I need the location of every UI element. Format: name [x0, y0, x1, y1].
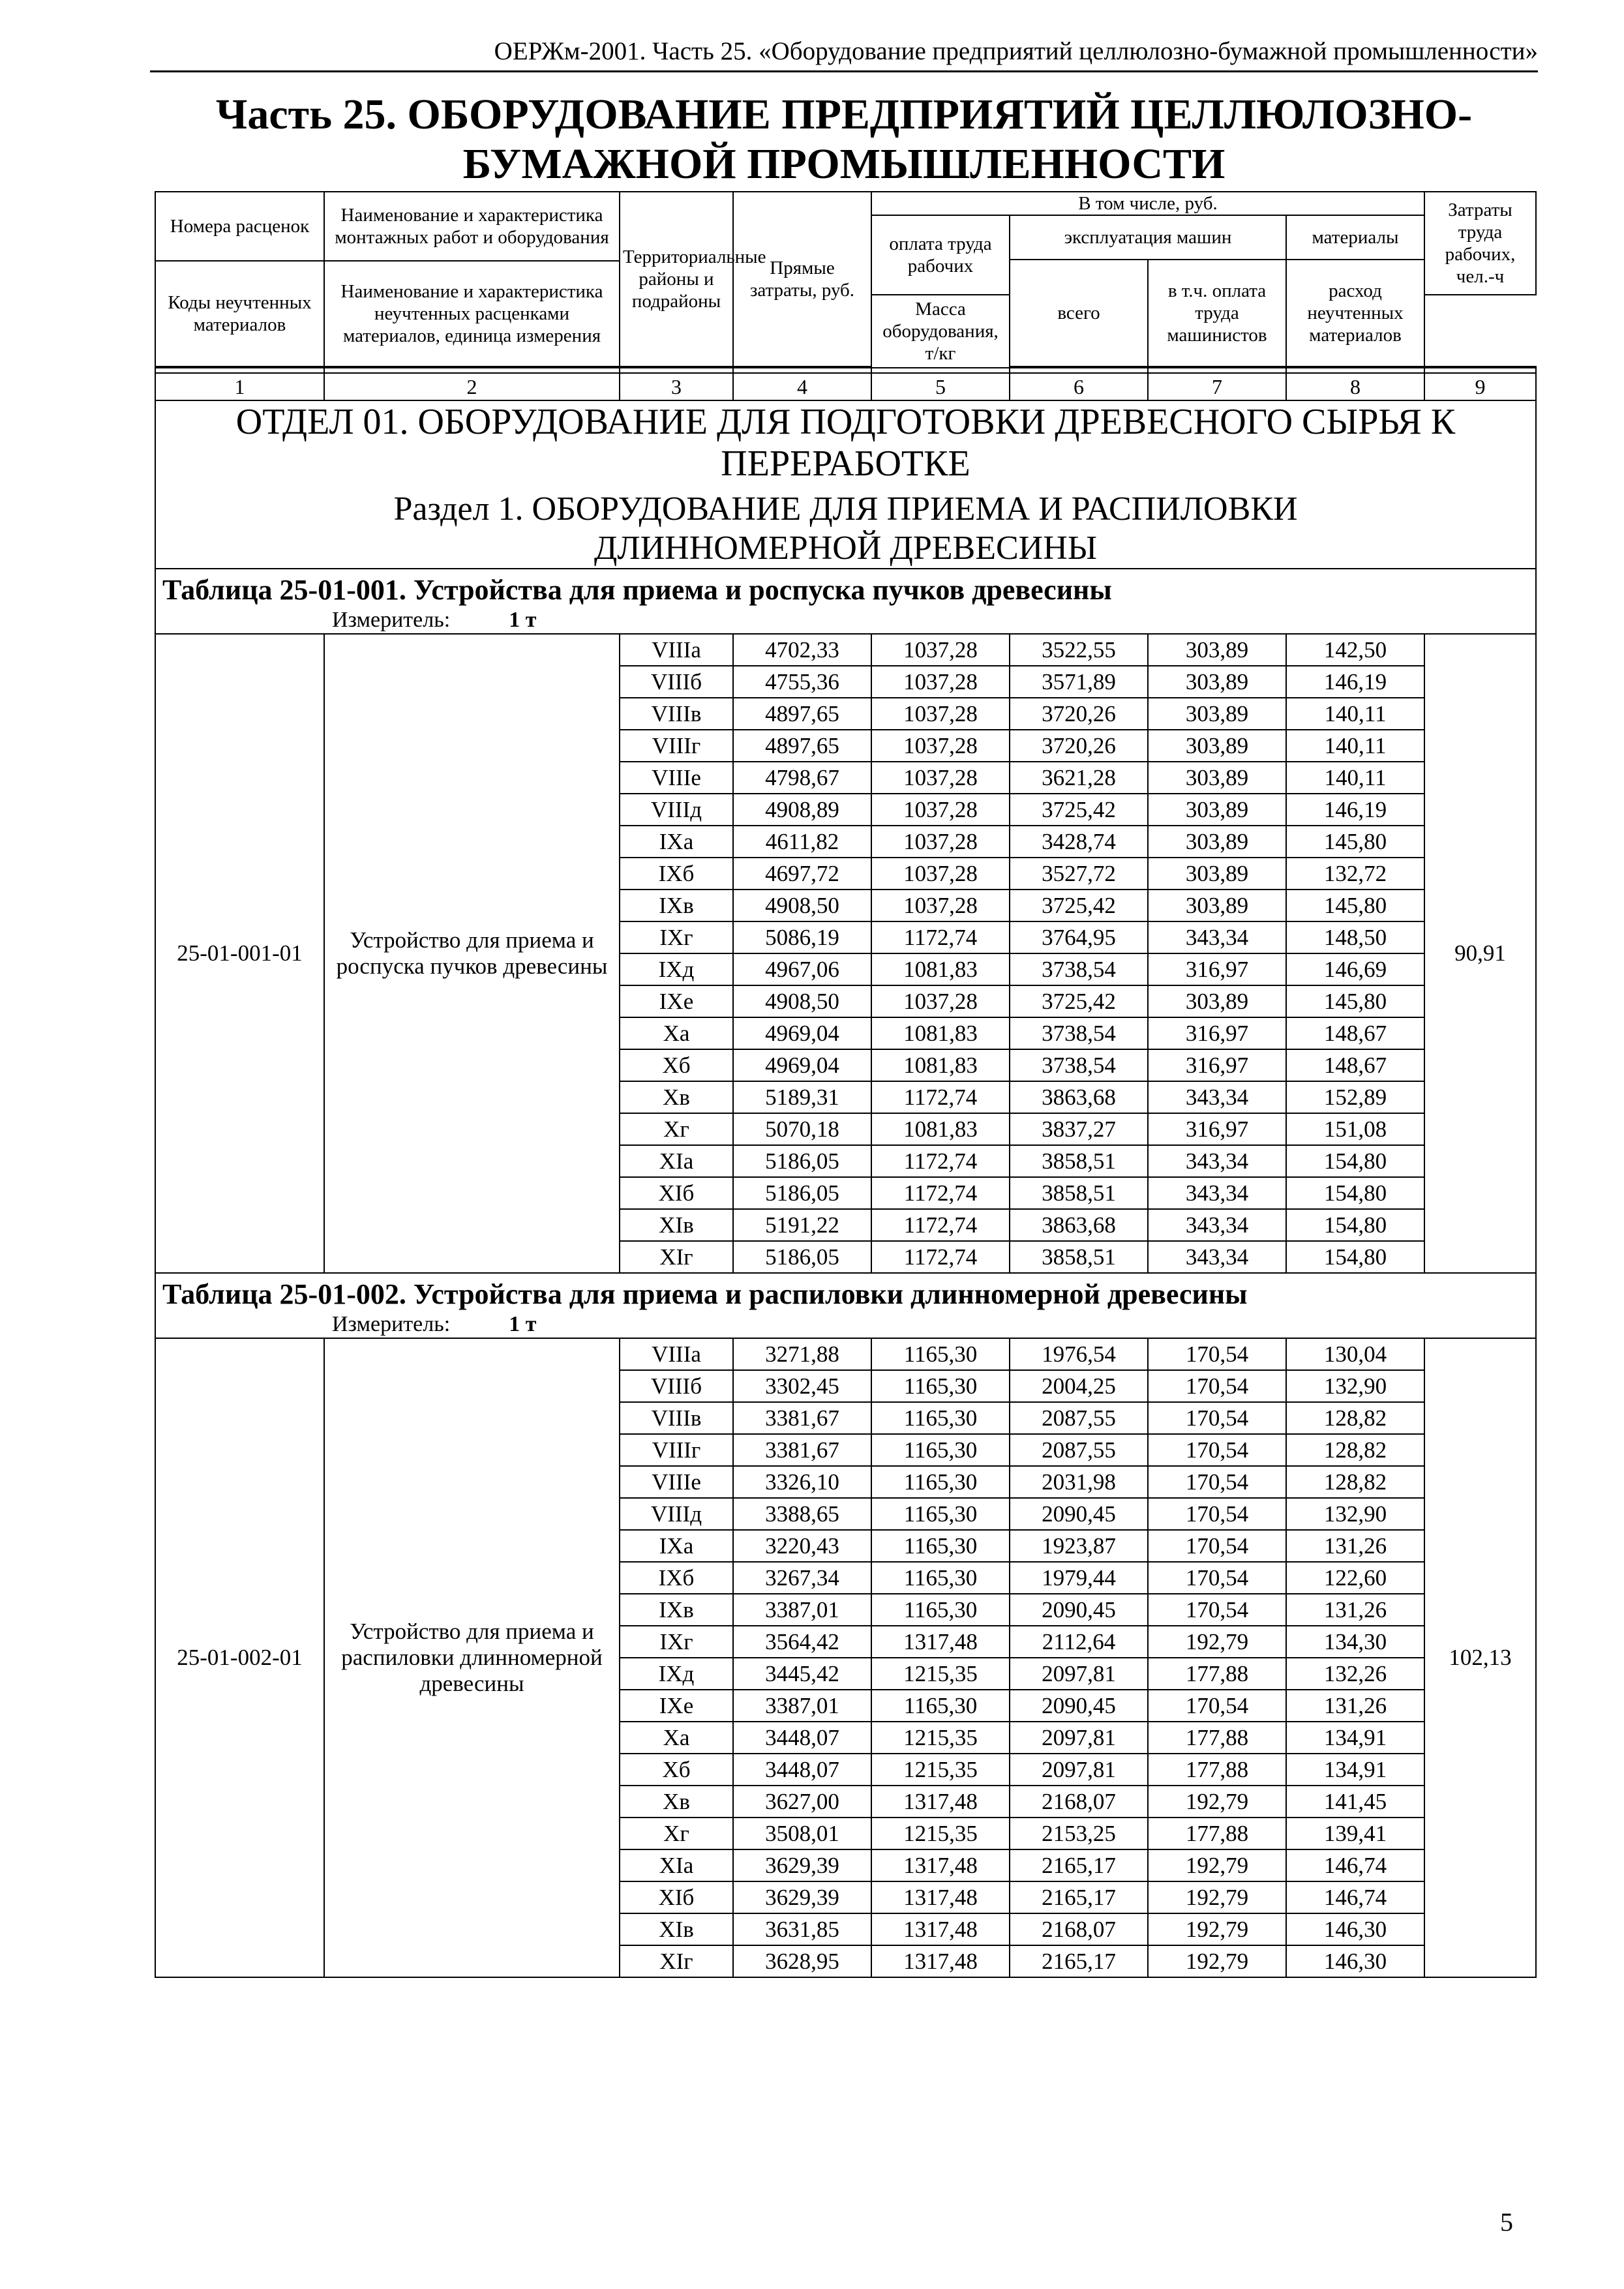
- col-header-material-codes: Коды неучтенных материалов: [155, 261, 324, 367]
- machines-total: 3738,54: [1010, 953, 1148, 985]
- wages: 1037,28: [871, 730, 1010, 762]
- machinists-wages: 343,34: [1148, 1145, 1286, 1177]
- machinists-wages: 192,79: [1148, 1849, 1286, 1881]
- wages: 1037,28: [871, 698, 1010, 730]
- wages: 1037,28: [871, 762, 1010, 794]
- territory: VIIIв: [620, 698, 733, 730]
- territory: XIа: [620, 1849, 733, 1881]
- materials-usage: 142,50: [1286, 634, 1424, 666]
- machines-total: 2097,81: [1010, 1754, 1148, 1786]
- direct-costs: 3271,88: [733, 1338, 871, 1370]
- machinists-wages: 170,54: [1148, 1338, 1286, 1370]
- territory: XIг: [620, 1241, 733, 1273]
- column-number: 6: [1010, 373, 1148, 400]
- col-header-wages: оплата труда рабочих: [871, 215, 1010, 295]
- territory: IXв: [620, 890, 733, 921]
- wages: 1165,30: [871, 1530, 1010, 1562]
- machinists-wages: 177,88: [1148, 1754, 1286, 1786]
- col-header-machines: эксплуатация машин: [1010, 215, 1286, 260]
- territory: XIв: [620, 1913, 733, 1945]
- column-number: 5: [871, 373, 1010, 400]
- direct-costs: 3387,01: [733, 1690, 871, 1722]
- direct-costs: 3508,01: [733, 1818, 871, 1849]
- col-header-machines-total: всего: [1010, 260, 1148, 367]
- wages: 1081,83: [871, 953, 1010, 985]
- wages: 1317,48: [871, 1945, 1010, 1977]
- machinists-wages: 343,34: [1148, 1241, 1286, 1273]
- machinists-wages: 303,89: [1148, 890, 1286, 921]
- machinists-wages: 170,54: [1148, 1562, 1286, 1594]
- machinists-wages: 177,88: [1148, 1658, 1286, 1690]
- direct-costs: 3448,07: [733, 1722, 871, 1754]
- direct-costs: 4697,72: [733, 858, 871, 890]
- direct-costs: 3381,67: [733, 1402, 871, 1434]
- materials-usage: 154,80: [1286, 1177, 1424, 1209]
- materials-usage: 131,26: [1286, 1594, 1424, 1626]
- materials-usage: 128,82: [1286, 1402, 1424, 1434]
- materials-usage: 145,80: [1286, 890, 1424, 921]
- wages: 1081,83: [871, 1017, 1010, 1049]
- machinists-wages: 192,79: [1148, 1913, 1286, 1945]
- machinists-wages: 343,34: [1148, 921, 1286, 953]
- territory: IXг: [620, 1626, 733, 1658]
- machines-total: 3571,89: [1010, 666, 1148, 698]
- unit-label: Измеритель:: [332, 1312, 451, 1336]
- direct-costs: 3445,42: [733, 1658, 871, 1690]
- machines-total: 2090,45: [1010, 1690, 1148, 1722]
- territory: XIв: [620, 1209, 733, 1241]
- materials-usage: 128,82: [1286, 1466, 1424, 1498]
- col-header-material-names: Наименование и характеристика неучтенных расценками материалов, единица измерения: [324, 261, 620, 367]
- materials-usage: 152,89: [1286, 1081, 1424, 1113]
- column-number: 2: [324, 373, 620, 400]
- materials-usage: 132,90: [1286, 1370, 1424, 1402]
- machines-total: 3725,42: [1010, 890, 1148, 921]
- section-heading: [155, 400, 1536, 569]
- machines-total: 3621,28: [1010, 762, 1148, 794]
- table-heading: [155, 569, 1536, 634]
- direct-costs: 3388,65: [733, 1498, 871, 1530]
- territory: VIIIг: [620, 730, 733, 762]
- materials-usage: 140,11: [1286, 698, 1424, 730]
- territory: Xб: [620, 1754, 733, 1786]
- machines-total: 2090,45: [1010, 1594, 1148, 1626]
- machines-total: 2004,25: [1010, 1370, 1148, 1402]
- machines-total: 2165,17: [1010, 1945, 1148, 1977]
- col-header-work-name: Наименование и характеристика монтажных работ и оборудования: [324, 192, 620, 261]
- materials-usage: 134,91: [1286, 1722, 1424, 1754]
- machinists-wages: 303,89: [1148, 730, 1286, 762]
- territory: IXб: [620, 858, 733, 890]
- materials-usage: 154,80: [1286, 1241, 1424, 1273]
- machines-total: 2112,64: [1010, 1626, 1148, 1658]
- territory: IXа: [620, 826, 733, 858]
- territory: VIIIе: [620, 762, 733, 794]
- col-header-machinists: в т.ч. оплата труда машинистов: [1148, 260, 1286, 367]
- direct-costs: 4611,82: [733, 826, 871, 858]
- otdel-title-line: ОТДЕЛ 01. ОБОРУДОВАНИЕ ДЛЯ ПОДГОТОВКИ ДРЕВЕСНОГО СЫРЬЯ К: [235, 402, 1456, 442]
- table-row: [155, 1338, 1536, 1370]
- machinists-wages: 192,79: [1148, 1786, 1286, 1818]
- running-header: ОЕРЖм-2001. Часть 25. «Оборудование предприятий целлюлозно-бумажной промышленности»: [494, 37, 1538, 65]
- col-header-territory: Территориальные районы и подрайоны: [620, 192, 733, 367]
- territory: VIIIа: [620, 634, 733, 666]
- wages: 1165,30: [871, 1402, 1010, 1434]
- materials-usage: 146,19: [1286, 666, 1424, 698]
- machinists-wages: 170,54: [1148, 1402, 1286, 1434]
- direct-costs: 5070,18: [733, 1113, 871, 1145]
- machines-total: 3720,26: [1010, 698, 1148, 730]
- razdel-title-line: Раздел 1. ОБОРУДОВАНИЕ ДЛЯ ПРИЕМА И РАСПИЛОВКИ: [393, 490, 1298, 528]
- wages: 1037,28: [871, 634, 1010, 666]
- materials-usage: 132,72: [1286, 858, 1424, 890]
- territory: VIIIе: [620, 1466, 733, 1498]
- territory: Xг: [620, 1113, 733, 1145]
- unit-line: [162, 1311, 1529, 1338]
- col-header-labor: Затраты труда рабочих, чел.-ч: [1424, 192, 1536, 295]
- direct-costs: 4908,50: [733, 985, 871, 1017]
- wages: 1165,30: [871, 1594, 1010, 1626]
- part-title: [150, 90, 1538, 189]
- wages: 1037,28: [871, 666, 1010, 698]
- column-number: 3: [620, 373, 733, 400]
- machinists-wages: 303,89: [1148, 826, 1286, 858]
- direct-costs: 4908,50: [733, 890, 871, 921]
- direct-costs: 5191,22: [733, 1209, 871, 1241]
- materials-usage: 146,30: [1286, 1913, 1424, 1945]
- materials-usage: 122,60: [1286, 1562, 1424, 1594]
- machinists-wages: 170,54: [1148, 1498, 1286, 1530]
- machinists-wages: 170,54: [1148, 1690, 1286, 1722]
- wages: 1037,28: [871, 858, 1010, 890]
- direct-costs: 4969,04: [733, 1017, 871, 1049]
- materials-usage: 145,80: [1286, 985, 1424, 1017]
- territory: Xа: [620, 1017, 733, 1049]
- materials-usage: 134,30: [1286, 1626, 1424, 1658]
- machinists-wages: 170,54: [1148, 1434, 1286, 1466]
- materials-usage: 145,80: [1286, 826, 1424, 858]
- direct-costs: 4755,36: [733, 666, 871, 698]
- wages: 1317,48: [871, 1786, 1010, 1818]
- machines-total: 3837,27: [1010, 1113, 1148, 1145]
- rate-code: 25-01-001-01: [155, 634, 324, 1273]
- machinists-wages: 343,34: [1148, 1177, 1286, 1209]
- razdel-title: [158, 490, 1533, 568]
- wages: 1172,74: [871, 1081, 1010, 1113]
- unit-line: [162, 607, 1529, 633]
- machinists-wages: 177,88: [1148, 1818, 1286, 1849]
- territory: IXа: [620, 1530, 733, 1562]
- machinists-wages: 170,54: [1148, 1594, 1286, 1626]
- table-title: Таблица 25-01-001. Устройства для приема и роспуска пучков древесины: [162, 574, 1112, 606]
- machinists-wages: 343,34: [1148, 1209, 1286, 1241]
- machinists-wages: 303,89: [1148, 666, 1286, 698]
- materials-usage: 132,26: [1286, 1658, 1424, 1690]
- machinists-wages: 303,89: [1148, 762, 1286, 794]
- materials-usage: 139,41: [1286, 1818, 1424, 1849]
- direct-costs: 3631,85: [733, 1913, 871, 1945]
- col-header-mass: Масса оборудования, т/кг: [871, 295, 1010, 368]
- wages: 1317,48: [871, 1626, 1010, 1658]
- wages: 1037,28: [871, 826, 1010, 858]
- machines-total: 3858,51: [1010, 1145, 1148, 1177]
- materials-usage: 148,67: [1286, 1017, 1424, 1049]
- materials-usage: 131,26: [1286, 1690, 1424, 1722]
- machines-total: 3428,74: [1010, 826, 1148, 858]
- wages: 1165,30: [871, 1434, 1010, 1466]
- rates-table: [155, 191, 1537, 1978]
- machines-total: 3720,26: [1010, 730, 1148, 762]
- direct-costs: 4897,65: [733, 698, 871, 730]
- col-header-materials-usage: расход неучтенных материалов: [1286, 260, 1424, 367]
- territory: IXе: [620, 985, 733, 1017]
- machines-total: 3725,42: [1010, 794, 1148, 826]
- machinists-wages: 316,97: [1148, 1017, 1286, 1049]
- machines-total: 3858,51: [1010, 1241, 1148, 1273]
- page-number: 5: [1500, 2207, 1513, 2237]
- machinists-wages: 170,54: [1148, 1370, 1286, 1402]
- machines-total: 2153,25: [1010, 1818, 1148, 1849]
- machines-total: 1923,87: [1010, 1530, 1148, 1562]
- machines-total: 3863,68: [1010, 1209, 1148, 1241]
- unit-label: Измеритель:: [332, 608, 451, 632]
- col-header-direct-costs: Прямые затраты, руб.: [733, 192, 871, 367]
- territory: IXг: [620, 921, 733, 953]
- work-name: Устройство для приема и распиловки длинномерной древесины: [324, 1338, 620, 1977]
- part-title-line: Часть 25. ОБОРУДОВАНИЕ ПРЕДПРИЯТИЙ ЦЕЛЛЮЛОЗНО-: [215, 91, 1473, 138]
- machines-total: 3858,51: [1010, 1177, 1148, 1209]
- column-number: 4: [733, 373, 871, 400]
- work-name: Устройство для приема и роспуска пучков древесины: [324, 634, 620, 1273]
- machines-total: 3738,54: [1010, 1049, 1148, 1081]
- territory: IXв: [620, 1594, 733, 1626]
- wages: 1215,35: [871, 1818, 1010, 1849]
- wages: 1215,35: [871, 1754, 1010, 1786]
- materials-usage: 134,91: [1286, 1754, 1424, 1786]
- wages: 1081,83: [871, 1049, 1010, 1081]
- wages: 1317,48: [871, 1849, 1010, 1881]
- header-rule: [150, 70, 1538, 72]
- territory: VIIIг: [620, 1434, 733, 1466]
- direct-costs: 3381,67: [733, 1434, 871, 1466]
- labor-costs: 90,91: [1424, 634, 1536, 1273]
- machines-total: 3725,42: [1010, 985, 1148, 1017]
- materials-usage: 130,04: [1286, 1338, 1424, 1370]
- razdel-title-line: ДЛИННОМЕРНОЙ ДРЕВЕСИНЫ: [594, 530, 1098, 567]
- machines-total: 2031,98: [1010, 1466, 1148, 1498]
- territory: XIа: [620, 1145, 733, 1177]
- territory: XIг: [620, 1945, 733, 1977]
- direct-costs: 3220,43: [733, 1530, 871, 1562]
- wages: 1172,74: [871, 1145, 1010, 1177]
- column-number: 9: [1424, 373, 1536, 400]
- machinists-wages: 303,89: [1148, 794, 1286, 826]
- direct-costs: 4897,65: [733, 730, 871, 762]
- materials-usage: 146,74: [1286, 1881, 1424, 1913]
- machinists-wages: 170,54: [1148, 1530, 1286, 1562]
- materials-usage: 148,50: [1286, 921, 1424, 953]
- direct-costs: 3629,39: [733, 1849, 871, 1881]
- machinists-wages: 170,54: [1148, 1466, 1286, 1498]
- direct-costs: 3628,95: [733, 1945, 871, 1977]
- direct-costs: 3627,00: [733, 1786, 871, 1818]
- materials-usage: 154,80: [1286, 1209, 1424, 1241]
- direct-costs: 3302,45: [733, 1370, 871, 1402]
- col-header-group: В том числе, руб.: [871, 192, 1424, 215]
- table-row: [155, 634, 1536, 666]
- rate-code: 25-01-002-01: [155, 1338, 324, 1977]
- col-header-materials: материалы: [1286, 215, 1424, 260]
- machinists-wages: 343,34: [1148, 1081, 1286, 1113]
- machinists-wages: 192,79: [1148, 1945, 1286, 1977]
- machines-total: 3764,95: [1010, 921, 1148, 953]
- machines-total: 1976,54: [1010, 1338, 1148, 1370]
- direct-costs: 5186,05: [733, 1177, 871, 1209]
- direct-costs: 5189,31: [733, 1081, 871, 1113]
- territory: VIIIб: [620, 1370, 733, 1402]
- column-number: 1: [155, 373, 324, 400]
- machinists-wages: 316,97: [1148, 1049, 1286, 1081]
- territory: Xв: [620, 1081, 733, 1113]
- wages: 1172,74: [871, 921, 1010, 953]
- machines-total: 2168,07: [1010, 1913, 1148, 1945]
- wages: 1037,28: [871, 890, 1010, 921]
- machinists-wages: 192,79: [1148, 1626, 1286, 1658]
- territory: XIб: [620, 1881, 733, 1913]
- part-title-line: БУМАЖНОЙ ПРОМЫШЛЕННОСТИ: [462, 140, 1226, 188]
- territory: IXе: [620, 1690, 733, 1722]
- wages: 1165,30: [871, 1562, 1010, 1594]
- materials-usage: 146,74: [1286, 1849, 1424, 1881]
- machinists-wages: 303,89: [1148, 634, 1286, 666]
- direct-costs: 5086,19: [733, 921, 871, 953]
- territory: VIIIд: [620, 1498, 733, 1530]
- wages: 1215,35: [871, 1658, 1010, 1690]
- materials-usage: 131,26: [1286, 1530, 1424, 1562]
- machines-total: 3527,72: [1010, 858, 1148, 890]
- wages: 1165,30: [871, 1690, 1010, 1722]
- materials-usage: 132,90: [1286, 1498, 1424, 1530]
- direct-costs: 3387,01: [733, 1594, 871, 1626]
- machines-total: 2097,81: [1010, 1722, 1148, 1754]
- materials-usage: 128,82: [1286, 1434, 1424, 1466]
- column-number: 8: [1286, 373, 1424, 400]
- direct-costs: 5186,05: [733, 1145, 871, 1177]
- wages: 1317,48: [871, 1881, 1010, 1913]
- column-number: 7: [1148, 373, 1286, 400]
- territory: IXб: [620, 1562, 733, 1594]
- col-header-rate-numbers: Номера расценок: [155, 192, 324, 261]
- territory: VIIIд: [620, 794, 733, 826]
- direct-costs: 4967,06: [733, 953, 871, 985]
- machinists-wages: 192,79: [1148, 1881, 1286, 1913]
- wages: 1215,35: [871, 1722, 1010, 1754]
- materials-usage: 146,30: [1286, 1945, 1424, 1977]
- materials-usage: 151,08: [1286, 1113, 1424, 1145]
- direct-costs: 5186,05: [733, 1241, 871, 1273]
- otdel-title: [158, 401, 1533, 485]
- direct-costs: 4969,04: [733, 1049, 871, 1081]
- direct-costs: 3267,34: [733, 1562, 871, 1594]
- materials-usage: 146,69: [1286, 953, 1424, 985]
- direct-costs: 3326,10: [733, 1466, 871, 1498]
- machines-total: 2087,55: [1010, 1434, 1148, 1466]
- machinists-wages: 177,88: [1148, 1722, 1286, 1754]
- materials-usage: 148,67: [1286, 1049, 1424, 1081]
- wages: 1165,30: [871, 1338, 1010, 1370]
- direct-costs: 4702,33: [733, 634, 871, 666]
- machinists-wages: 303,89: [1148, 698, 1286, 730]
- wages: 1172,74: [871, 1177, 1010, 1209]
- otdel-title-line: ПЕРЕРАБОТКЕ: [721, 443, 970, 484]
- territory: VIIIб: [620, 666, 733, 698]
- labor-costs: 102,13: [1424, 1338, 1536, 1977]
- wages: 1165,30: [871, 1370, 1010, 1402]
- direct-costs: 4908,89: [733, 794, 871, 826]
- materials-usage: 154,80: [1286, 1145, 1424, 1177]
- machines-total: 3863,68: [1010, 1081, 1148, 1113]
- wages: 1172,74: [871, 1241, 1010, 1273]
- machines-total: 2087,55: [1010, 1402, 1148, 1434]
- unit-value: 1 т: [509, 1312, 537, 1336]
- territory: Xа: [620, 1722, 733, 1754]
- machines-total: 2165,17: [1010, 1849, 1148, 1881]
- territory: IXд: [620, 953, 733, 985]
- wages: 1081,83: [871, 1113, 1010, 1145]
- machines-total: 2090,45: [1010, 1498, 1148, 1530]
- machinists-wages: 303,89: [1148, 985, 1286, 1017]
- wages: 1037,28: [871, 985, 1010, 1017]
- wages: 1172,74: [871, 1209, 1010, 1241]
- direct-costs: 3564,42: [733, 1626, 871, 1658]
- machines-total: 2168,07: [1010, 1786, 1148, 1818]
- territory: VIIIа: [620, 1338, 733, 1370]
- machines-total: 1979,44: [1010, 1562, 1148, 1594]
- machinists-wages: 316,97: [1148, 953, 1286, 985]
- wages: 1317,48: [871, 1913, 1010, 1945]
- machines-total: 3522,55: [1010, 634, 1148, 666]
- machines-total: 3738,54: [1010, 1017, 1148, 1049]
- territory: Xб: [620, 1049, 733, 1081]
- wages: 1165,30: [871, 1498, 1010, 1530]
- machinists-wages: 303,89: [1148, 858, 1286, 890]
- wages: 1165,30: [871, 1466, 1010, 1498]
- unit-value: 1 т: [509, 608, 537, 632]
- table-heading: [155, 1273, 1536, 1338]
- direct-costs: 4798,67: [733, 762, 871, 794]
- materials-usage: 146,19: [1286, 794, 1424, 826]
- territory: Xв: [620, 1786, 733, 1818]
- territory: XIб: [620, 1177, 733, 1209]
- direct-costs: 3448,07: [733, 1754, 871, 1786]
- territory: Xг: [620, 1818, 733, 1849]
- machines-total: 2165,17: [1010, 1881, 1148, 1913]
- materials-usage: 140,11: [1286, 730, 1424, 762]
- wages: 1037,28: [871, 794, 1010, 826]
- territory: VIIIв: [620, 1402, 733, 1434]
- table-title: Таблица 25-01-002. Устройства для приема и распиловки длинномерной древесины: [162, 1278, 1248, 1310]
- machinists-wages: 316,97: [1148, 1113, 1286, 1145]
- materials-usage: 140,11: [1286, 762, 1424, 794]
- direct-costs: 3629,39: [733, 1881, 871, 1913]
- territory: IXд: [620, 1658, 733, 1690]
- machines-total: 2097,81: [1010, 1658, 1148, 1690]
- materials-usage: 141,45: [1286, 1786, 1424, 1818]
